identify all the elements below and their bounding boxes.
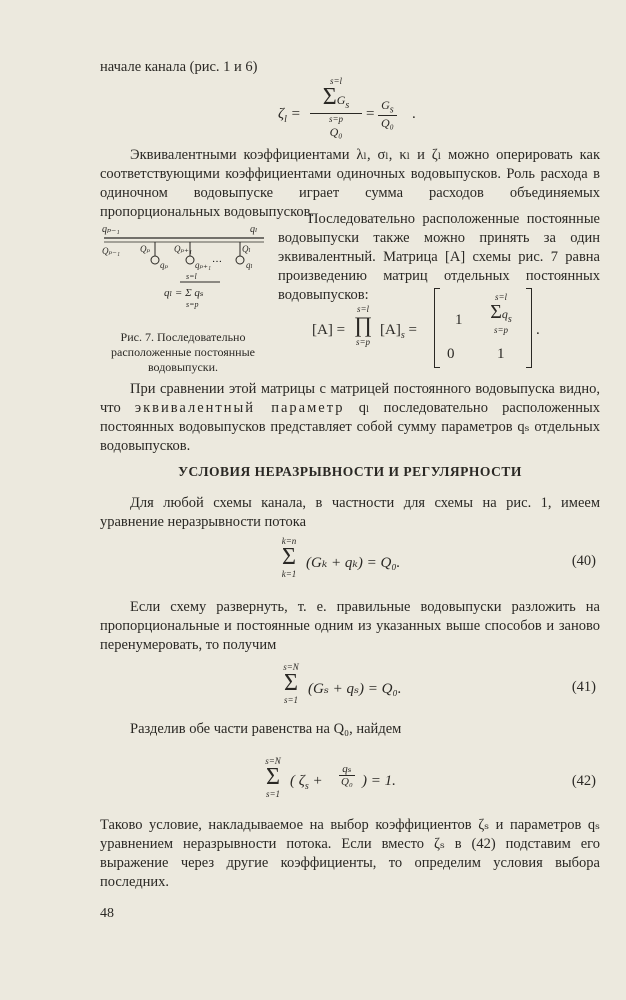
fig-qlabel-p: qₚ xyxy=(160,260,169,270)
fig-qlabel-pplus: qₚ₊₁ xyxy=(195,260,211,270)
figure-7-caption: Рис. 7. Последовательно расположенные постоянные водовыпуски. xyxy=(111,330,255,374)
intro-line: начале канала (рис. 1 и 6) xyxy=(100,59,258,75)
paragraph-series-outlets: Последовательно расположенные постоянные водовыпуски также можно принять за один эквивалентный. Матрица [A] схемы рис. 7 равна произведению матриц отдельных постоянных водовыпусков: xyxy=(278,211,600,303)
figure-7-diagram xyxy=(100,224,270,314)
fig-label-q-p: Qₚ xyxy=(140,244,151,254)
fig-sum-top: s=l xyxy=(186,272,197,281)
fig-top-left-label: qₚ₋₁ xyxy=(102,224,120,235)
figure-7 xyxy=(100,224,270,374)
paragraph-equivalent-coefficients: Эквивалентными коэффициентами λₗ, σₗ, κₗ и ζₗ можно оперировать как соответствующими коэффициентами одиночных водовыпусков. Роль расхода в одиночном водовыпуске играет сумма расходов объединяемых пропорциональных водовыпусков. xyxy=(100,147,600,220)
equation-40-number: (40) xyxy=(571,553,596,569)
equation-42-number: (42) xyxy=(571,773,596,789)
fig-label-q-pplus: Qₚ₊₁ xyxy=(174,244,192,254)
svg-text:…: … xyxy=(212,254,222,265)
paragraph-divide: Разделив обе части равенства на Q₀, найдем xyxy=(130,721,402,737)
equation-40: k=n Σ k=1 (Gₖ + qₖ) = Q₀. (40) xyxy=(281,536,596,579)
fig-top-right-label: qₗ xyxy=(250,224,258,235)
equation-zeta: $\zeta_l$ = s=l $\Sigma G_s$ s=p Q₀ = $\frac{G_s}{\text{Q₀}}$ . xyxy=(278,76,416,139)
page-number: 48 xyxy=(100,906,114,921)
paragraph-scheme-expand: Если схему развернуть, т. е. правильные водовыпуски разложить на пропорциональные и постоянные одним из указанных выше способов и заново перенумеровать, то получим xyxy=(100,599,600,653)
fig-sum: qₗ = Σ qₛ xyxy=(164,287,204,299)
fig-sum-bottom: s=p xyxy=(186,300,199,309)
fig-label-q-l: Qₗ xyxy=(242,244,251,254)
equation-41: s=N Σ s=1 (Gₛ + qₛ) = Q₀. (41) xyxy=(283,662,596,705)
equation-41-number: (41) xyxy=(571,679,596,695)
fig-qlabel-l: qₗ xyxy=(246,260,253,270)
equation-matrix: [A] = s=l ∏ s=p $[A]_s$ = 1 s=l $\Sigma q_s$ s=p 0 1 . xyxy=(312,286,562,372)
emphasized-phrase: эквивалентный параметр xyxy=(134,400,345,416)
paragraph-continuity: Для любой схемы канала, в частности для схемы на рис. 1, имеем уравнение неразрывности потока xyxy=(100,495,600,530)
section-heading: УСЛОВИЯ НЕРАЗРЫВНОСТИ И РЕГУЛЯРНОСТИ xyxy=(178,464,522,479)
fig-label-q-pminus: Qₚ₋₁ xyxy=(102,246,120,256)
paragraph-matrix-comparison: При сравнении этой матрицы с матрицей постоянного водовыпуска видно, что эквивалентный параметр qₗ последовательно расположенных постоянных водовыпусков представляет собой сумму параметров qₛ отдельных водовыпусков. xyxy=(100,381,600,454)
paragraph-condition: Таково условие, накладываемое на выбор коэффициентов ζₛ и параметров qₛ уравнением неразрывности потока. Если вместо ζₛ в (42) подставим его выражение через другие коэффициенты, то определим условия выбора последних. xyxy=(100,817,600,890)
equation-42: s=N Σ s=1 ( $\zeta_s$ + $\frac{\text{qₛ}}{\text{Q₀}}$ ) = 1. (42) xyxy=(265,756,596,799)
